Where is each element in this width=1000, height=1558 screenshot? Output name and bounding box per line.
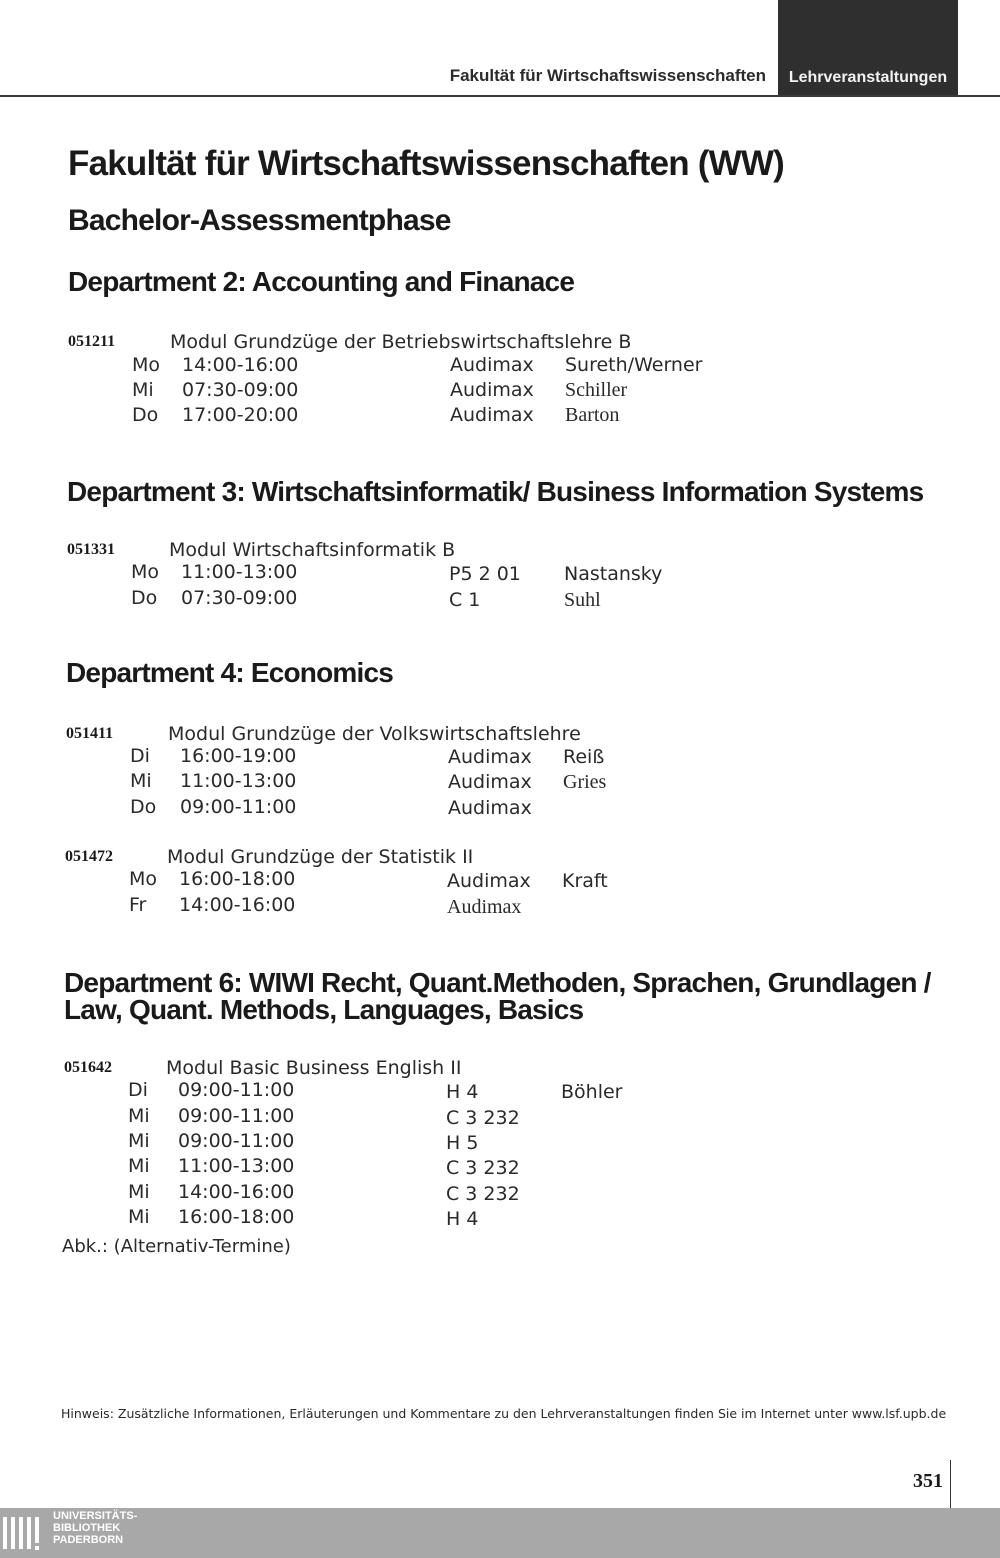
session-day: Mo — [129, 868, 158, 890]
session-time: 17:00-20:00 — [182, 404, 299, 426]
session-day: Mi — [128, 1181, 150, 1203]
session-day: Mo — [131, 561, 160, 583]
session-time: 16:00-19:00 — [180, 745, 297, 767]
course-number: 051331 — [67, 541, 115, 558]
session-lecturer: Böhler — [561, 1081, 623, 1103]
session-day: Di — [128, 1079, 148, 1101]
session-day: Mi — [128, 1105, 150, 1127]
course-title: Modul Basic Business English II — [166, 1057, 462, 1079]
library-footer — [0, 1508, 1000, 1558]
session-time: 09:00-11:00 — [178, 1079, 295, 1101]
session-time: 14:00-16:00 — [178, 1181, 295, 1203]
course-number: 051211 — [68, 333, 116, 350]
session-time: 16:00-18:00 — [179, 868, 296, 890]
page-number: 351 — [913, 1470, 943, 1492]
course-number: 051472 — [65, 848, 113, 865]
session-room: Audimax — [448, 771, 532, 793]
session-room: H 5 — [446, 1132, 479, 1154]
session-room: P5 2 01 — [449, 563, 521, 585]
session-day: Mi — [128, 1130, 150, 1152]
session-lecturer: Reiß — [563, 746, 605, 768]
header-rule — [0, 95, 1000, 97]
session-lecturer: Sureth/Werner — [565, 354, 703, 376]
course-title: Modul Grundzüge der Statistik II — [167, 846, 474, 868]
page-title: Fakultät für Wirtschaftswissenschaften (WW) — [68, 144, 784, 183]
department-heading: Department 2: Accounting and Finanace — [68, 266, 575, 297]
running-header-faculty: Fakultät für Wirtschaftswissenschaften — [449, 66, 766, 85]
session-time: 09:00-11:00 — [180, 796, 297, 818]
abbreviation-note: Abk.: (Alternativ-Termine) — [62, 1236, 291, 1257]
department-heading-line1: Department 6: WIWI Recht, Quant.Methoden, Sprachen, Grundlagen / — [64, 967, 931, 998]
session-room: Audimax — [450, 404, 534, 426]
library-logo-icon — [3, 1513, 49, 1553]
session-day: Do — [131, 587, 158, 609]
session-room: Audimax — [450, 354, 534, 376]
course-title: Modul Wirtschaftsinformatik B — [169, 539, 456, 561]
session-time: 16:00-18:00 — [178, 1206, 295, 1228]
department-heading: Department 4: Economics — [66, 657, 394, 688]
session-lecturer: Schiller — [565, 379, 628, 401]
department-heading-line2: Law, Quant. Methods, Languages, Basics — [64, 994, 584, 1025]
session-room: C 1 — [449, 589, 481, 611]
session-day: Fr — [129, 894, 147, 916]
session-lecturer: Nastansky — [564, 563, 663, 585]
session-day: Mi — [128, 1155, 150, 1177]
session-time: 07:30-09:00 — [181, 587, 298, 609]
session-lecturer: Suhl — [564, 589, 601, 611]
section-tab — [778, 0, 958, 95]
session-time: 14:00-16:00 — [179, 894, 296, 916]
session-lecturer: Kraft — [562, 870, 608, 892]
library-name-line3: PADERBORN — [53, 1534, 124, 1546]
session-lecturer: Barton — [565, 404, 620, 426]
session-room: Audimax — [447, 870, 531, 892]
session-room: Audimax — [448, 746, 532, 768]
session-time: 09:00-11:00 — [178, 1130, 295, 1152]
page-subtitle: Bachelor-Assessmentphase — [68, 204, 451, 237]
session-time: 07:30-09:00 — [182, 379, 299, 401]
session-room: Audimax — [448, 797, 532, 819]
session-day: Mi — [132, 379, 154, 401]
course-title: Modul Grundzüge der Betriebswirtschaftslehre B — [170, 331, 632, 353]
page-number-rule — [950, 1460, 951, 1508]
session-day: Do — [130, 796, 157, 818]
session-time: 14:00-16:00 — [182, 354, 299, 376]
session-day: Mi — [128, 1206, 150, 1228]
session-room: C 3 232 — [446, 1157, 520, 1179]
session-room: Audimax — [450, 379, 534, 401]
course-number: 051411 — [66, 725, 114, 742]
session-day: Mi — [130, 770, 152, 792]
session-room: Audimax — [447, 896, 522, 918]
course-title: Modul Grundzüge der Volkswirtschaftslehre — [168, 723, 581, 745]
session-room: C 3 232 — [446, 1183, 520, 1205]
course-number: 051642 — [64, 1059, 112, 1076]
session-day: Mo — [132, 354, 161, 376]
session-room: H 4 — [446, 1208, 479, 1230]
session-room: H 4 — [446, 1081, 479, 1103]
library-name-line2: BIBLIOTHEK — [53, 1522, 121, 1534]
library-name — [53, 1510, 137, 1546]
section-tab-label: Lehrveranstaltungen — [788, 69, 948, 86]
session-time: 09:00-11:00 — [178, 1105, 295, 1127]
library-name-line1: UNIVERSITÄTS- — [53, 1510, 138, 1522]
session-time: 11:00-13:00 — [178, 1155, 295, 1177]
session-room: C 3 232 — [446, 1107, 520, 1129]
footer-hint: Hinweis: Zusätzliche Informationen, Erläuterungen und Kommentare zu den Lehrveranstaltungen finden Sie im Internet unter www.lsf.upb.de — [61, 1406, 947, 1421]
session-time: 11:00-13:00 — [180, 770, 297, 792]
session-time: 11:00-13:00 — [181, 561, 298, 583]
department-heading: Department 3: Wirtschaftsinformatik/ Business Information Systems — [67, 476, 924, 507]
session-day: Do — [132, 404, 159, 426]
session-day: Di — [130, 745, 150, 767]
session-lecturer: Gries — [563, 771, 607, 793]
